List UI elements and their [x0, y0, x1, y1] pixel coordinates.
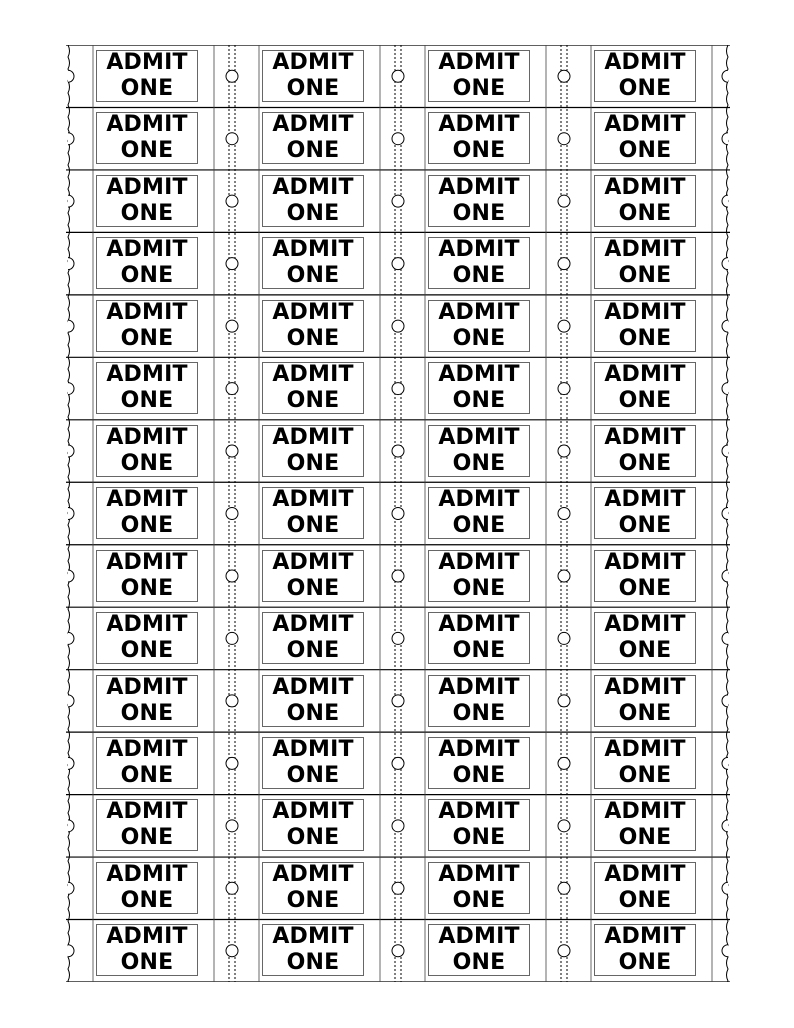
ticket-label-box — [96, 362, 198, 414]
ticket-line-one: ONE — [452, 76, 506, 101]
ticket — [398, 357, 564, 419]
ticket-line-one: ONE — [286, 325, 340, 351]
ticket-line-admit: ADMIT — [106, 112, 188, 138]
ticket-label-box — [594, 50, 696, 102]
ticket-line-admit: ADMIT — [438, 50, 520, 75]
ticket-line-one: ONE — [286, 513, 340, 539]
ticket — [398, 232, 564, 294]
ticket-line-admit: ADMIT — [604, 549, 686, 575]
ticket-line-one: ONE — [618, 200, 672, 226]
ticket-line-one: ONE — [286, 700, 340, 726]
ticket-line-one: ONE — [452, 638, 506, 664]
ticket-line-one: ONE — [452, 513, 506, 539]
ticket-line-one: ONE — [452, 388, 506, 414]
ticket-line-admit: ADMIT — [272, 924, 354, 950]
ticket-line-one: ONE — [120, 388, 174, 414]
ticket — [564, 357, 730, 419]
ticket-line-admit: ADMIT — [272, 424, 354, 450]
ticket-label-box — [262, 675, 364, 727]
ticket-label-box — [428, 924, 530, 976]
ticket-line-admit: ADMIT — [604, 50, 686, 75]
ticket — [232, 357, 398, 419]
ticket-label-box — [428, 799, 530, 851]
ticket — [66, 545, 232, 607]
ticket-line-admit: ADMIT — [604, 861, 686, 887]
ticket-line-one: ONE — [286, 950, 340, 976]
ticket-line-one: ONE — [452, 263, 506, 289]
ticket-label-box — [96, 50, 198, 102]
ticket — [232, 545, 398, 607]
ticket — [398, 420, 564, 482]
ticket — [564, 420, 730, 482]
ticket-line-admit: ADMIT — [106, 299, 188, 325]
ticket-line-admit: ADMIT — [272, 174, 354, 200]
ticket-label-box — [262, 362, 364, 414]
ticket — [398, 295, 564, 357]
ticket — [398, 794, 564, 856]
ticket-line-one: ONE — [452, 825, 506, 851]
ticket-label-box — [594, 175, 696, 227]
ticket-line-one: ONE — [120, 825, 174, 851]
ticket-label-box — [96, 862, 198, 914]
ticket — [66, 170, 232, 232]
ticket-label-box — [594, 487, 696, 539]
ticket-label-box — [96, 237, 198, 289]
ticket-line-admit: ADMIT — [272, 799, 354, 825]
ticket-label-box — [96, 799, 198, 851]
ticket-label-box — [428, 675, 530, 727]
ticket-label-box — [594, 362, 696, 414]
ticket-line-admit: ADMIT — [438, 736, 520, 762]
ticket-line-admit: ADMIT — [106, 612, 188, 638]
ticket — [564, 545, 730, 607]
ticket-line-admit: ADMIT — [272, 612, 354, 638]
ticket-line-admit: ADMIT — [438, 362, 520, 388]
ticket-line-admit: ADMIT — [438, 424, 520, 450]
ticket-label-box — [96, 300, 198, 352]
ticket-line-admit: ADMIT — [604, 112, 686, 138]
ticket — [398, 857, 564, 919]
ticket-label-box — [96, 612, 198, 664]
ticket-line-one: ONE — [286, 638, 340, 664]
ticket-line-one: ONE — [452, 700, 506, 726]
ticket — [232, 107, 398, 169]
ticket-label-box — [96, 675, 198, 727]
ticket — [66, 794, 232, 856]
ticket-line-admit: ADMIT — [106, 924, 188, 950]
ticket-line-admit: ADMIT — [604, 237, 686, 263]
ticket — [66, 670, 232, 732]
ticket-line-admit: ADMIT — [272, 861, 354, 887]
ticket-line-admit: ADMIT — [106, 174, 188, 200]
ticket-label-box — [428, 487, 530, 539]
ticket-line-one: ONE — [120, 638, 174, 664]
ticket-label-box — [594, 425, 696, 477]
ticket-label-box — [262, 799, 364, 851]
ticket — [564, 857, 730, 919]
ticket-line-admit: ADMIT — [438, 861, 520, 887]
ticket-line-one: ONE — [120, 325, 174, 351]
ticket-line-one: ONE — [120, 950, 174, 976]
ticket-line-one: ONE — [618, 575, 672, 601]
ticket — [398, 45, 564, 107]
ticket-label-box — [428, 112, 530, 164]
ticket-line-one: ONE — [618, 700, 672, 726]
ticket-line-admit: ADMIT — [272, 112, 354, 138]
ticket-label-box — [594, 737, 696, 789]
ticket — [564, 482, 730, 544]
ticket-line-admit: ADMIT — [272, 362, 354, 388]
ticket-label-box — [428, 50, 530, 102]
ticket-line-one: ONE — [618, 325, 672, 351]
ticket-line-one: ONE — [286, 762, 340, 788]
ticket — [564, 45, 730, 107]
ticket-line-one: ONE — [452, 138, 506, 164]
ticket-line-admit: ADMIT — [438, 924, 520, 950]
ticket-label-box — [262, 300, 364, 352]
ticket-line-admit: ADMIT — [106, 861, 188, 887]
ticket-line-admit: ADMIT — [604, 674, 686, 700]
ticket-label-box — [262, 175, 364, 227]
ticket-label-box — [594, 550, 696, 602]
ticket-line-one: ONE — [286, 138, 340, 164]
ticket-line-one: ONE — [286, 825, 340, 851]
ticket — [564, 794, 730, 856]
ticket-line-one: ONE — [286, 388, 340, 414]
ticket-line-one: ONE — [618, 950, 672, 976]
ticket-line-admit: ADMIT — [438, 112, 520, 138]
ticket-line-one: ONE — [618, 762, 672, 788]
ticket-line-admit: ADMIT — [106, 362, 188, 388]
ticket-line-one: ONE — [452, 950, 506, 976]
ticket — [232, 420, 398, 482]
ticket-line-one: ONE — [286, 263, 340, 289]
ticket-line-admit: ADMIT — [272, 674, 354, 700]
ticket-line-admit: ADMIT — [438, 549, 520, 575]
ticket — [66, 919, 232, 981]
ticket-line-one: ONE — [618, 388, 672, 414]
ticket-line-one: ONE — [120, 575, 174, 601]
ticket — [564, 170, 730, 232]
ticket — [564, 295, 730, 357]
ticket-label-box — [96, 487, 198, 539]
ticket — [564, 732, 730, 794]
ticket — [66, 107, 232, 169]
ticket — [232, 919, 398, 981]
ticket-line-admit: ADMIT — [438, 674, 520, 700]
ticket-line-admit: ADMIT — [106, 487, 188, 513]
ticket-line-one: ONE — [452, 200, 506, 226]
ticket-label-box — [428, 862, 530, 914]
ticket-label-box — [262, 50, 364, 102]
ticket — [232, 857, 398, 919]
ticket — [66, 295, 232, 357]
ticket — [398, 732, 564, 794]
ticket-line-one: ONE — [120, 200, 174, 226]
ticket-label-box — [262, 112, 364, 164]
ticket-label-box — [594, 675, 696, 727]
ticket — [398, 170, 564, 232]
ticket — [232, 232, 398, 294]
ticket — [398, 545, 564, 607]
ticket-line-admit: ADMIT — [604, 487, 686, 513]
ticket — [232, 607, 398, 669]
ticket-line-one: ONE — [286, 200, 340, 226]
ticket-label-box — [594, 300, 696, 352]
ticket-line-admit: ADMIT — [272, 237, 354, 263]
ticket-label-box — [262, 550, 364, 602]
ticket-line-admit: ADMIT — [272, 549, 354, 575]
ticket-line-one: ONE — [120, 887, 174, 913]
ticket-line-one: ONE — [618, 513, 672, 539]
ticket-label-box — [96, 550, 198, 602]
ticket-line-one: ONE — [618, 263, 672, 289]
ticket-label-box — [428, 425, 530, 477]
ticket — [232, 794, 398, 856]
ticket — [66, 420, 232, 482]
ticket-label-box — [262, 487, 364, 539]
ticket-label-box — [428, 737, 530, 789]
ticket-line-one: ONE — [452, 887, 506, 913]
ticket-line-one: ONE — [618, 638, 672, 664]
ticket — [398, 607, 564, 669]
ticket-line-admit: ADMIT — [604, 924, 686, 950]
ticket-line-admit: ADMIT — [106, 674, 188, 700]
ticket-line-one: ONE — [452, 575, 506, 601]
ticket-label-box — [428, 175, 530, 227]
ticket-line-admit: ADMIT — [272, 50, 354, 75]
ticket — [564, 670, 730, 732]
ticket — [232, 295, 398, 357]
ticket — [66, 482, 232, 544]
ticket — [66, 732, 232, 794]
ticket-line-one: ONE — [286, 887, 340, 913]
ticket — [66, 45, 232, 107]
ticket — [66, 357, 232, 419]
ticket-label-box — [428, 550, 530, 602]
ticket-label-box — [594, 924, 696, 976]
ticket-line-one: ONE — [286, 76, 340, 101]
ticket-line-admit: ADMIT — [604, 736, 686, 762]
ticket — [66, 607, 232, 669]
ticket-label-box — [262, 862, 364, 914]
ticket-label-box — [262, 924, 364, 976]
ticket — [564, 107, 730, 169]
ticket — [232, 670, 398, 732]
ticket-line-admit: ADMIT — [438, 487, 520, 513]
ticket-line-admit: ADMIT — [438, 237, 520, 263]
ticket-label-box — [96, 425, 198, 477]
ticket — [398, 670, 564, 732]
ticket-line-admit: ADMIT — [272, 299, 354, 325]
ticket-label-box — [96, 924, 198, 976]
ticket-line-one: ONE — [618, 450, 672, 476]
ticket — [564, 607, 730, 669]
ticket-line-one: ONE — [120, 138, 174, 164]
ticket-label-box — [594, 862, 696, 914]
ticket-line-one: ONE — [286, 450, 340, 476]
ticket-label-box — [428, 237, 530, 289]
ticket-line-admit: ADMIT — [438, 612, 520, 638]
ticket-line-admit: ADMIT — [272, 487, 354, 513]
ticket-label-box — [594, 112, 696, 164]
ticket-line-admit: ADMIT — [604, 799, 686, 825]
ticket-line-admit: ADMIT — [106, 549, 188, 575]
ticket-line-one: ONE — [452, 325, 506, 351]
ticket-line-admit: ADMIT — [438, 299, 520, 325]
ticket — [398, 919, 564, 981]
ticket — [232, 482, 398, 544]
ticket-sheet — [66, 45, 730, 982]
ticket-line-admit: ADMIT — [106, 237, 188, 263]
ticket-line-admit: ADMIT — [106, 424, 188, 450]
ticket-label-box — [96, 737, 198, 789]
ticket — [398, 482, 564, 544]
ticket-label-box — [428, 300, 530, 352]
ticket-line-one: ONE — [618, 887, 672, 913]
ticket — [232, 170, 398, 232]
ticket-line-admit: ADMIT — [604, 362, 686, 388]
ticket — [66, 857, 232, 919]
ticket-label-box — [96, 175, 198, 227]
ticket-label-box — [594, 237, 696, 289]
ticket-line-one: ONE — [452, 762, 506, 788]
ticket-label-box — [594, 799, 696, 851]
ticket-line-one: ONE — [618, 76, 672, 101]
ticket-line-one: ONE — [120, 700, 174, 726]
ticket-label-box — [428, 362, 530, 414]
ticket — [232, 45, 398, 107]
ticket-line-one: ONE — [286, 575, 340, 601]
ticket-line-admit: ADMIT — [438, 174, 520, 200]
ticket-line-one: ONE — [120, 76, 174, 101]
ticket-line-admit: ADMIT — [604, 174, 686, 200]
ticket — [564, 919, 730, 981]
ticket-line-one: ONE — [120, 263, 174, 289]
ticket-line-one: ONE — [452, 450, 506, 476]
ticket-line-one: ONE — [618, 825, 672, 851]
ticket-line-one: ONE — [120, 450, 174, 476]
ticket-label-box — [262, 612, 364, 664]
ticket-line-admit: ADMIT — [604, 612, 686, 638]
ticket-label-box — [262, 425, 364, 477]
ticket-label-box — [262, 237, 364, 289]
ticket-line-admit: ADMIT — [106, 736, 188, 762]
ticket-label-box — [594, 612, 696, 664]
ticket-line-one: ONE — [120, 762, 174, 788]
ticket-line-one: ONE — [618, 138, 672, 164]
ticket-label-box — [96, 112, 198, 164]
ticket-line-one: ONE — [120, 513, 174, 539]
ticket-line-admit: ADMIT — [604, 424, 686, 450]
ticket — [66, 232, 232, 294]
ticket-label-box — [428, 612, 530, 664]
ticket-line-admit: ADMIT — [438, 799, 520, 825]
ticket — [232, 732, 398, 794]
ticket-label-box — [262, 737, 364, 789]
ticket-line-admit: ADMIT — [106, 50, 188, 75]
ticket-line-admit: ADMIT — [272, 736, 354, 762]
ticket-line-admit: ADMIT — [604, 299, 686, 325]
ticket — [564, 232, 730, 294]
ticket — [398, 107, 564, 169]
ticket-line-admit: ADMIT — [106, 799, 188, 825]
